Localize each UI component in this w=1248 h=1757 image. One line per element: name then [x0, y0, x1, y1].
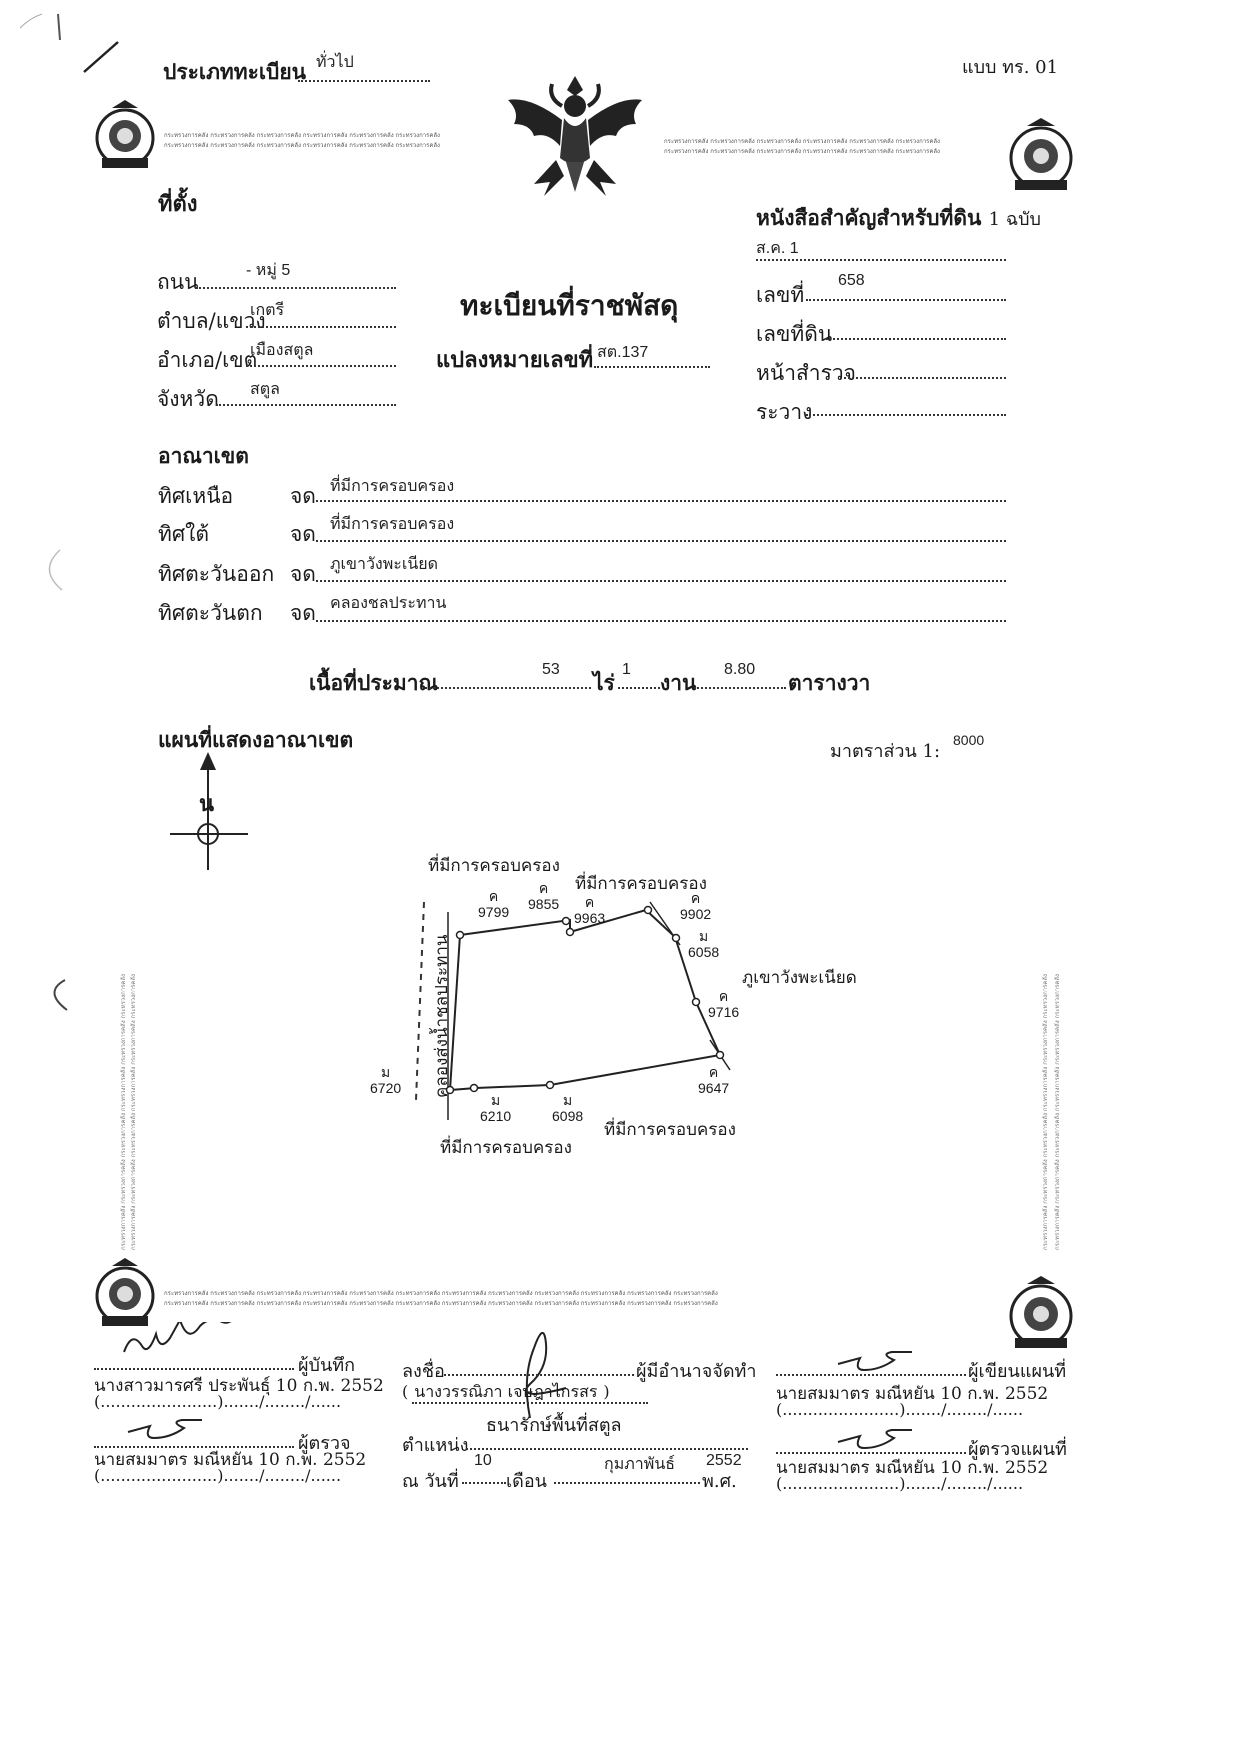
watermark-strip-right: กระทรวงการคลัง กระทรวงการคลัง กระทรวงการคลัง กระทรวงการคลัง กระทรวงการคลัง กระทรวงการคลัง	[1042, 974, 1049, 1250]
boundary-south-label: ทิศใต้	[158, 522, 210, 546]
boundary-marker: ค 9963	[574, 894, 606, 926]
map-label-north: ที่มีการครอบครอง	[428, 856, 560, 876]
treasury-seal-icon	[1005, 118, 1077, 196]
map-checker-role: ผู้ตรวจแผนที่	[968, 1439, 1067, 1460]
map-label-north-right: ที่มีการครอบครอง	[575, 874, 707, 894]
date-day: 10	[474, 1452, 492, 1469]
watermark-strip-left: กระทรวงการคลัง กระทรวงการคลัง กระทรวงการคลัง กระทรวงการคลัง กระทรวงการคลัง กระทรวงการคลัง	[130, 974, 137, 1250]
boundary-east-value: ภูเขาวังพะเนียด	[330, 556, 439, 573]
boundary-marker: ค 9902	[680, 890, 712, 922]
road-line	[196, 287, 396, 289]
boundary-adjoin-word: จด	[290, 601, 316, 625]
map-label-south: ที่มีการครอบครอง	[440, 1138, 572, 1158]
registry-type-line	[298, 80, 430, 82]
month-label: เดือน	[506, 1471, 547, 1492]
area-label: เนื้อที่ประมาณ	[309, 670, 438, 695]
district-line	[246, 365, 396, 367]
boundary-north-label: ทิศเหนือ	[158, 484, 234, 508]
checker-name: นายสมมาตร มณีหยัน 10 ก.พ. 2552	[94, 1450, 367, 1470]
province-line	[216, 404, 396, 406]
checker-signature	[120, 1412, 210, 1448]
authority-name-line	[412, 1402, 648, 1404]
survey-page-line	[840, 377, 1006, 379]
watermark-row: กระทรวงการคลัง กระทรวงการคลัง กระทรวงการคลัง กระทรวงการคลัง กระทรวงการคลัง กระทรวงการคลัง กระทรวงการคลัง กระทรวงการคลัง กระทรวงการคลัง กระทรวงการคลัง กระทรวงการคลัง กระทรวงการคลัง	[164, 132, 440, 149]
survey-page-label: หน้าสำรวจ	[756, 361, 856, 385]
district-value: เมืองสตูล	[250, 342, 314, 359]
land-number-line	[826, 338, 1006, 340]
map-scale-value: 8000	[953, 732, 985, 748]
garuda-emblem-icon	[500, 66, 650, 206]
province-label: จังหวัด	[157, 387, 219, 411]
position-line	[466, 1448, 748, 1450]
boundary-marker: ม 6058	[688, 928, 720, 960]
map-scale-label: มาตราส่วน 1:	[830, 741, 941, 762]
date-year: 2552	[706, 1452, 742, 1469]
subdistrict-label: ตำบล/แขวง	[157, 309, 266, 333]
scan-mark-decoration	[0, 0, 140, 110]
area-wa-line	[694, 687, 786, 689]
map-label-south-right: ที่มีการครอบครอง	[604, 1120, 736, 1140]
boundary-marker: ค 9855	[528, 880, 560, 912]
registry-type-label: ประเภททะเบียน	[163, 59, 307, 84]
sheet-label: ระวาง	[756, 400, 813, 424]
north-label: น	[199, 791, 215, 817]
treasury-seal-icon	[92, 1258, 158, 1332]
district-label: อำเภอ/เขต	[157, 348, 258, 372]
date-prefix: ณ วันที่	[402, 1471, 459, 1492]
map-heading: แผนที่แสดงอาณาเขต	[158, 727, 354, 752]
map-label-east: ภูเขาวังพะเนียด	[742, 968, 857, 988]
parcel-number-value: สต.137	[597, 344, 649, 361]
boundary-marker: ม 6210	[480, 1092, 512, 1124]
form-code: แบบ ทร. 01	[962, 57, 1059, 78]
authority-name-bracket: ( นางวรรณิภา เจษฎาไกรสร )	[402, 1382, 610, 1401]
year-label: พ.ศ.	[702, 1471, 737, 1492]
boundary-west-label: ทิศตะวันตก	[158, 601, 263, 625]
date-day-line	[462, 1482, 506, 1484]
boundary-south-line	[316, 540, 1006, 542]
subdistrict-line	[246, 326, 396, 328]
watermark-row: กระทรวงการคลัง กระทรวงการคลัง กระทรวงการคลัง กระทรวงการคลัง กระทรวงการคลัง กระทรวงการคลัง กระทรวงการคลัง กระทรวงการคลัง กระทรวงการคลัง กระทรวงการคลัง กระทรวงการคลัง กระทรวงการคลัง	[664, 138, 940, 155]
boundary-north-line	[316, 500, 1006, 502]
area-ngan-unit: งาน	[660, 670, 697, 695]
watermark-strip-right: กระทรวงการคลัง กระทรวงการคลัง กระทรวงการคลัง กระทรวงการคลัง กระทรวงการคลัง กระทรวงการคลัง	[1054, 974, 1061, 1250]
recorder-name: นางสาวมารศรี ประพันธุ์ 10 ก.พ. 2552	[94, 1376, 384, 1396]
map-checker-name: นายสมมาตร มณีหยัน 10 ก.พ. 2552	[776, 1458, 1049, 1478]
road-label: ถนน	[157, 270, 199, 294]
area-rai-value: 53	[542, 661, 560, 678]
sheet-line	[806, 414, 1006, 416]
land-doc-number-label: เลขที่	[756, 283, 805, 307]
boundary-marker: ค 9647	[698, 1064, 730, 1096]
boundary-adjoin-word: จด	[290, 484, 316, 508]
parcel-number-line	[594, 366, 710, 368]
boundary-marker: ค 9799	[478, 888, 510, 920]
boundary-marker: ม 6720	[370, 1064, 402, 1096]
boundary-adjoin-word: จด	[290, 522, 316, 546]
registry-type-value: ทั่วไป	[316, 54, 354, 71]
land-doc-type: ส.ค. 1	[756, 240, 799, 257]
boundary-north-value: ที่มีการครอบครอง	[330, 478, 455, 495]
map-writer-date-blank: (.......................)......./......../......	[776, 1400, 1024, 1419]
checker-role: ผู้ตรวจ	[298, 1433, 351, 1454]
recorder-role: ผู้บันทึก	[298, 1355, 356, 1376]
position-label: ตำแหน่ง	[402, 1435, 469, 1456]
boundary-marker: ค 9716	[708, 988, 740, 1020]
boundary-east-label: ทิศตะวันออก	[158, 562, 275, 586]
province-value: สตูล	[250, 381, 280, 398]
watermark-row: กระทรวงการคลัง กระทรวงการคลัง กระทรวงการคลัง กระทรวงการคลัง กระทรวงการคลัง กระทรวงการคลัง กระทรวงการคลัง กระทรวงการคลัง กระทรวงการคลัง กระทรวงการคลัง กระทรวงการคลัง กระทรวงการคลัง กระทรวงการคลัง กระทรวงการคลัง กระทรวงการคลัง กระทรวงการคลัง กระทรวงการคลัง กระทรวงการคลัง กระทรวงการคลัง กระทรวงการคลัง กระทรวงการคลัง กระทรวงการคลัง กระทรวงการคลัง กระทรวงการคลัง	[164, 1290, 718, 1307]
scan-mark-decoration	[30, 540, 70, 600]
map-checker-date-blank: (.......................)......./......../......	[776, 1474, 1024, 1493]
sign-label: ลงชื่อ	[402, 1361, 445, 1382]
boundary-heading: อาณาเขต	[158, 443, 249, 468]
land-doc-number-value: 658	[838, 272, 865, 289]
scan-mark-decoration	[35, 960, 75, 1020]
map-writer-role: ผู้เขียนแผนที่	[968, 1361, 1067, 1382]
date-month-line	[554, 1482, 700, 1484]
map-label-canal: คลองส่งน้ำชลประทาน	[432, 934, 452, 1098]
document-title: ทะเบียนที่ราชพัสดุ	[460, 289, 679, 322]
boundary-marker: ม 6098	[552, 1092, 584, 1124]
parcel-number-label: แปลงหมายเลขที่	[436, 347, 594, 373]
checker-date-blank: (.......................)......./......../......	[94, 1466, 342, 1485]
boundary-south-value: ที่มีการครอบครอง	[330, 516, 455, 533]
subdistrict-value: เกตรี	[250, 302, 285, 319]
authority-role: ผู้มีอำนาจจัดทำ	[636, 1361, 757, 1382]
map-writer-sign-line	[776, 1374, 966, 1376]
date-month: กุมภาพันธ์	[604, 1456, 676, 1473]
road-value: - หมู่ 5	[246, 262, 291, 279]
recorder-sign-line	[94, 1368, 294, 1370]
boundary-east-line	[316, 580, 1006, 582]
area-wa-value: 8.80	[724, 661, 756, 678]
boundary-west-value: คลองชลประทาน	[330, 595, 447, 612]
treasury-seal-icon	[92, 100, 158, 174]
map-writer-name: นายสมมาตร มณีหยัน 10 ก.พ. 2552	[776, 1384, 1049, 1404]
watermark-strip-left: กระทรวงการคลัง กระทรวงการคลัง กระทรวงการคลัง กระทรวงการคลัง กระทรวงการคลัง กระทรวงการคลัง	[120, 974, 127, 1250]
area-ngan-value: 1	[622, 661, 631, 678]
land-doc-number-line	[806, 299, 1006, 301]
area-rai-line	[425, 687, 591, 689]
area-rai-unit: ไร่	[593, 670, 615, 695]
authority-sign-line	[444, 1374, 634, 1376]
location-heading: ที่ตั้ง	[158, 191, 198, 217]
treasury-seal-icon	[1005, 1276, 1077, 1354]
position-value: ธนารักษ์พื้นที่สตูล	[486, 1415, 622, 1436]
area-ngan-line	[618, 687, 660, 689]
area-wa-unit: ตารางวา	[788, 670, 871, 695]
recorder-signature	[118, 1322, 268, 1370]
recorder-date-blank: (.......................)......./......../......	[94, 1392, 342, 1411]
land-number-label: เลขที่ดิน	[756, 322, 833, 346]
land-doc-type-line	[756, 259, 1006, 261]
boundary-adjoin-word: จด	[290, 562, 316, 586]
land-doc-heading: หนังสือสำคัญสำหรับที่ดิน 1 ฉบับ	[756, 205, 1041, 230]
boundary-west-line	[316, 620, 1006, 622]
